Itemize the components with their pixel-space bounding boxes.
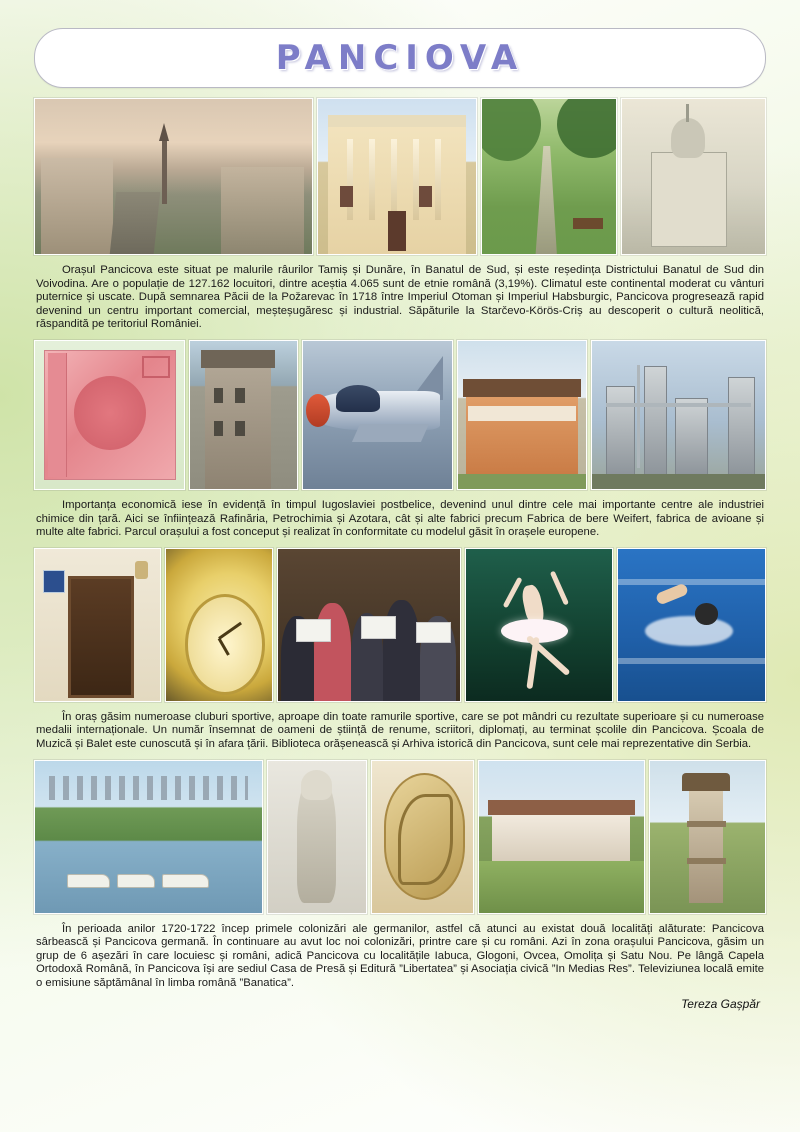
- choir-photo: [277, 548, 461, 702]
- page-title-bar: [34, 28, 766, 88]
- factory-hall-photo: [457, 340, 587, 490]
- historic-church-photo: [621, 98, 766, 255]
- ballerina-photo: [465, 548, 614, 702]
- theatre-building-photo: [317, 98, 477, 255]
- swimmer-photo: [617, 548, 766, 702]
- water-tower-photo: [649, 760, 766, 914]
- photo-row-2: [34, 340, 766, 490]
- airplane-photo: [302, 340, 453, 490]
- paragraph-culture: În oraș găsim numeroase cluburi sportive, aproape din toate ramurile sportive, care se pot mândri cu rezultate superioare și cu numeroase medalii internaționale. Un număr însemnat de oameni de știință de renume, scriitori, diplomați, au terminat școlile din Pancicova. Școala de Muzică și Balet este cunoscută și în afara țării. Biblioteca orășenească și Arhiva istorică din Pancicova, sunt cele mai reprezentative din Serbia.: [36, 710, 764, 750]
- neolithic-idol-photo: [267, 760, 367, 914]
- photo-row-1: [34, 98, 766, 255]
- manor-house-photo: [478, 760, 644, 914]
- paragraph-economy: Importanța economică iese în evidență în timpul Iugoslaviei postbelice, devenind unul dintre cele mai importante centre ale industriei chimice din țară. Aici se înființează Rafinăria, Petrochimia și Azotara, cât și alte fabrici precum Fabrica de bere Weifert, fabrica de avioane și multe alte fabrici. Parcul orașului a fost conceput și realizat în conformitate cu modelul găsit în orașele europene.: [36, 498, 764, 539]
- river-bank-photo: [34, 760, 263, 914]
- chemical-plant-photo: [591, 340, 766, 490]
- author-signature: Tereza Gașpăr: [681, 996, 760, 1011]
- page-title: PANCIOVA: [275, 38, 525, 78]
- park-path-photo: [481, 98, 617, 255]
- paragraph-history: În perioada anilor 1720-1722 încep primele colonizări ale germanilor, astfel că atunci au existat două localități alăturate: Pancicova sârbească și Pancicova germană. În continuare au avut loc noi colonizări, printre care și cu români. Azi în zona orașului Pancicova, găsim un grup de 6 așezări în care locuiesc și români, adică Pancicova cu localitățile Iabuca, Glogoni, Ovcea, Omolița și Satu Nou. Pe lângă Capela Ortodoxă Română, în Pancicova își are sediul Casa de Presă și Editură ”Libertatea” și Asociația civică ”In Medias Res”. Televiziunea locală emite o emisiune săptămânal în limba română ”Banatica”.: [36, 922, 764, 989]
- banknote-photo: [34, 340, 185, 490]
- city-panorama-photo: [34, 98, 313, 255]
- gold-brooch-photo: [371, 760, 475, 914]
- photo-row-4: [34, 760, 766, 914]
- photo-row-3: [34, 548, 766, 702]
- paragraph-intro: Orașul Pancicova este situat pe malurile râurilor Tamiș și Dunăre, în Banatul de Sud, și este reședința Districtului Banatul de Sud din Voivodina. Are o populație de 127.162 locuitori, dintre aceștia 4.065 sunt de etnie română (3,19%). Climatul este continental moderat cu vânturi puternice și uscate. După semnarea Păcii de la Požarevac în 1718 între Imperiul Otoman și Imperiul Habsburgic, Pancicova progresează rapid devenind un centru important comercial, meșteșugăresc și industrial. Săpăturile la Starčevo-Körös-Criș au descoperit o cultură neolitică, răspandită pe teritoriul României.: [36, 264, 764, 331]
- sundial-clock-photo: [165, 548, 273, 702]
- old-door-photo: [34, 548, 161, 702]
- old-mill-photo: [189, 340, 297, 490]
